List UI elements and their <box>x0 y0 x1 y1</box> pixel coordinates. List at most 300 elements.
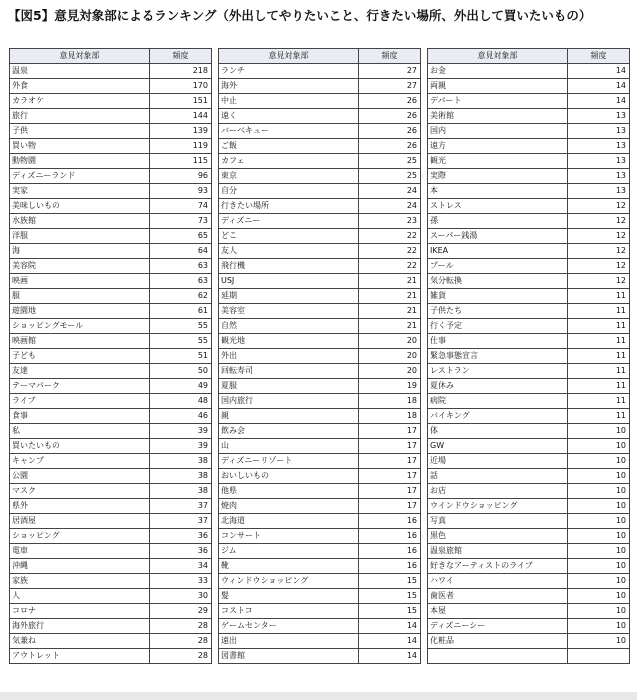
frequency-cell: 20 <box>359 364 421 379</box>
frequency-cell: 115 <box>150 154 212 169</box>
term-cell: 子供 <box>10 124 150 139</box>
table-row <box>428 244 630 259</box>
term-cell: 美味しいもの <box>10 199 150 214</box>
term-cell: 友達 <box>10 364 150 379</box>
frequency-cell: 38 <box>150 454 212 469</box>
frequency-cell: 55 <box>150 319 212 334</box>
term-cell: アウトレット <box>10 649 150 664</box>
table-row <box>428 319 630 334</box>
term-cell: ゲームセンター <box>219 619 359 634</box>
ranking-table-1 <box>9 48 212 664</box>
frequency-cell: 21 <box>359 319 421 334</box>
table-row <box>219 409 421 424</box>
table-row <box>428 289 630 304</box>
ranking-table-2 <box>218 48 421 664</box>
frequency-cell: 10 <box>568 559 630 574</box>
term-cell: 気兼ね <box>10 634 150 649</box>
term-cell: 北海道 <box>219 514 359 529</box>
ranking-table-3 <box>427 48 630 664</box>
table-row <box>428 154 630 169</box>
table-row <box>428 109 630 124</box>
frequency-cell: 19 <box>359 379 421 394</box>
table-row <box>428 214 630 229</box>
term-cell: 観光地 <box>219 334 359 349</box>
term-cell: お金 <box>428 64 568 79</box>
term-cell: 延期 <box>219 289 359 304</box>
term-cell: 遊園地 <box>10 304 150 319</box>
term-cell: コロナ <box>10 604 150 619</box>
term-cell: 観光 <box>428 154 568 169</box>
term-cell: 国内 <box>428 124 568 139</box>
frequency-cell: 96 <box>150 169 212 184</box>
table-row <box>428 649 630 664</box>
term-cell: 家族 <box>10 574 150 589</box>
frequency-cell: 24 <box>359 199 421 214</box>
frequency-cell: 21 <box>359 289 421 304</box>
table-row <box>428 619 630 634</box>
term-cell: 温泉旅館 <box>428 544 568 559</box>
term-cell: 県外 <box>10 499 150 514</box>
term-cell: 海 <box>10 244 150 259</box>
table-row <box>10 364 212 379</box>
table-row <box>428 94 630 109</box>
frequency-cell: 22 <box>359 229 421 244</box>
table-row <box>10 199 212 214</box>
term-cell: 飲み会 <box>219 424 359 439</box>
table-row <box>219 514 421 529</box>
table-row <box>219 259 421 274</box>
frequency-cell: 10 <box>568 469 630 484</box>
table-row <box>10 244 212 259</box>
term-cell: 温泉 <box>10 64 150 79</box>
term-cell: 遠方 <box>428 139 568 154</box>
frequency-cell: 14 <box>568 94 630 109</box>
frequency-cell: 14 <box>568 64 630 79</box>
table-row <box>428 514 630 529</box>
term-cell: 話 <box>428 469 568 484</box>
frequency-cell: 17 <box>359 484 421 499</box>
table-row <box>10 229 212 244</box>
term-cell: 雑貨 <box>428 289 568 304</box>
frequency-cell: 23 <box>359 214 421 229</box>
table-row <box>428 604 630 619</box>
frequency-cell: 26 <box>359 124 421 139</box>
frequency-cell: 17 <box>359 454 421 469</box>
term-cell: 私 <box>10 424 150 439</box>
term-cell: テーマパーク <box>10 379 150 394</box>
term-cell: 山 <box>219 439 359 454</box>
term-cell: お店 <box>428 484 568 499</box>
table-row <box>10 649 212 664</box>
table-row <box>219 79 421 94</box>
table-row <box>428 484 630 499</box>
table-row <box>10 544 212 559</box>
term-cell: 美容室 <box>219 304 359 319</box>
table-row <box>428 469 630 484</box>
frequency-cell: 10 <box>568 514 630 529</box>
frequency-cell: 11 <box>568 289 630 304</box>
table-row <box>219 214 421 229</box>
table-row <box>219 154 421 169</box>
term-cell: 国内旅行 <box>219 394 359 409</box>
frequency-cell: 10 <box>568 424 630 439</box>
table-row <box>10 424 212 439</box>
table-row <box>219 634 421 649</box>
table-row <box>10 394 212 409</box>
table-row <box>10 184 212 199</box>
table-row <box>10 604 212 619</box>
table-row <box>428 409 630 424</box>
table-row <box>10 349 212 364</box>
term-cell: 飛行機 <box>219 259 359 274</box>
term-cell: 靴 <box>219 559 359 574</box>
term-cell: 海外旅行 <box>10 619 150 634</box>
table-row <box>10 454 212 469</box>
frequency-cell: 29 <box>150 604 212 619</box>
table-row <box>219 169 421 184</box>
term-cell: 遠く <box>219 109 359 124</box>
frequency-cell: 17 <box>359 499 421 514</box>
term-cell: 夏休み <box>428 379 568 394</box>
table-row <box>10 139 212 154</box>
term-cell: 遠出 <box>219 634 359 649</box>
table-row <box>219 349 421 364</box>
frequency-cell: 20 <box>359 349 421 364</box>
frequency-cell: 39 <box>150 424 212 439</box>
frequency-cell: 21 <box>359 274 421 289</box>
table-row <box>428 589 630 604</box>
table-row <box>428 424 630 439</box>
table-row <box>219 229 421 244</box>
frequency-cell <box>568 649 630 664</box>
frequency-cell: 17 <box>359 424 421 439</box>
term-cell: 外出 <box>219 349 359 364</box>
frequency-cell: 15 <box>359 604 421 619</box>
table-row <box>219 559 421 574</box>
term-cell: バーベキュー <box>219 124 359 139</box>
frequency-cell: 17 <box>359 469 421 484</box>
frequency-cell: 13 <box>568 169 630 184</box>
table-row <box>428 544 630 559</box>
table-row <box>428 364 630 379</box>
term-cell: ショッピング <box>10 529 150 544</box>
term-cell: 美術館 <box>428 109 568 124</box>
table-row <box>428 349 630 364</box>
frequency-cell: 12 <box>568 244 630 259</box>
table-row <box>10 64 212 79</box>
table-row <box>10 469 212 484</box>
frequency-cell: 18 <box>359 394 421 409</box>
page-title: 【図5】意見対象部によるランキング（外出してやりたいこと、行きたい場所、外出して買いたいもの） <box>8 8 592 23</box>
frequency-cell: 16 <box>359 544 421 559</box>
table-row <box>428 184 630 199</box>
term-cell: コストコ <box>219 604 359 619</box>
term-cell: 焼肉 <box>219 499 359 514</box>
frequency-cell: 16 <box>359 559 421 574</box>
table-row <box>219 199 421 214</box>
table-row <box>428 304 630 319</box>
term-cell: 夏服 <box>219 379 359 394</box>
table-row <box>219 619 421 634</box>
frequency-cell: 16 <box>359 514 421 529</box>
frequency-cell: 48 <box>150 394 212 409</box>
frequency-cell: 10 <box>568 604 630 619</box>
header-term: 意見対象部 <box>10 49 150 64</box>
table-row <box>219 334 421 349</box>
frequency-cell: 25 <box>359 169 421 184</box>
frequency-cell: 26 <box>359 139 421 154</box>
table-row <box>10 169 212 184</box>
term-cell: ジム <box>219 544 359 559</box>
frequency-cell: 12 <box>568 229 630 244</box>
frequency-cell: 10 <box>568 589 630 604</box>
term-cell: ディズニーシー <box>428 619 568 634</box>
frequency-cell: 93 <box>150 184 212 199</box>
frequency-cell: 218 <box>150 64 212 79</box>
term-cell: 緊急事態宣言 <box>428 349 568 364</box>
frequency-cell: 119 <box>150 139 212 154</box>
term-cell: 本屋 <box>428 604 568 619</box>
term-cell: ストレス <box>428 199 568 214</box>
frequency-cell: 17 <box>359 439 421 454</box>
frequency-cell: 11 <box>568 364 630 379</box>
term-cell: 服 <box>10 289 150 304</box>
frequency-cell: 15 <box>359 574 421 589</box>
table-row <box>10 484 212 499</box>
frequency-cell: 18 <box>359 409 421 424</box>
term-cell: 近場 <box>428 454 568 469</box>
header-term: 意見対象部 <box>428 49 568 64</box>
term-cell: 髪 <box>219 589 359 604</box>
frequency-cell: 22 <box>359 259 421 274</box>
table-row <box>428 334 630 349</box>
frequency-cell: 10 <box>568 484 630 499</box>
table-row <box>428 199 630 214</box>
term-cell: 水族館 <box>10 214 150 229</box>
table-row <box>428 499 630 514</box>
frequency-cell: 13 <box>568 109 630 124</box>
table-row <box>219 274 421 289</box>
table-row <box>219 529 421 544</box>
frequency-cell: 10 <box>568 574 630 589</box>
term-cell: 海外 <box>219 79 359 94</box>
term-cell: 孫 <box>428 214 568 229</box>
frequency-cell: 20 <box>359 334 421 349</box>
table-row <box>428 139 630 154</box>
frequency-cell: 24 <box>359 184 421 199</box>
table-row <box>10 589 212 604</box>
table-row <box>10 274 212 289</box>
frequency-cell: 33 <box>150 574 212 589</box>
term-cell: コンサート <box>219 529 359 544</box>
term-cell: 本 <box>428 184 568 199</box>
frequency-cell: 36 <box>150 544 212 559</box>
table-row <box>10 499 212 514</box>
frequency-cell: 14 <box>359 634 421 649</box>
term-cell: 体 <box>428 424 568 439</box>
frequency-cell: 13 <box>568 124 630 139</box>
table-row <box>219 379 421 394</box>
term-cell: 他県 <box>219 484 359 499</box>
table-row <box>10 634 212 649</box>
frequency-cell: 74 <box>150 199 212 214</box>
term-cell: プール <box>428 259 568 274</box>
frequency-cell: 27 <box>359 64 421 79</box>
table-row <box>219 439 421 454</box>
frequency-cell: 38 <box>150 469 212 484</box>
table-row <box>219 94 421 109</box>
table-row <box>10 109 212 124</box>
term-cell: 行きたい場所 <box>219 199 359 214</box>
frequency-cell: 28 <box>150 634 212 649</box>
frequency-cell: 49 <box>150 379 212 394</box>
table-row <box>219 124 421 139</box>
frequency-cell: 11 <box>568 304 630 319</box>
frequency-cell: 14 <box>359 649 421 664</box>
term-cell <box>428 649 568 664</box>
term-cell: 実家 <box>10 184 150 199</box>
term-cell: 実際 <box>428 169 568 184</box>
bottom-strip <box>0 692 637 700</box>
table-row <box>10 334 212 349</box>
table-row <box>428 439 630 454</box>
term-cell: キャンプ <box>10 454 150 469</box>
table-row <box>219 364 421 379</box>
term-cell: 電車 <box>10 544 150 559</box>
term-cell: 外食 <box>10 79 150 94</box>
table-row <box>219 589 421 604</box>
table-row <box>428 574 630 589</box>
frequency-cell: 63 <box>150 274 212 289</box>
term-cell: GW <box>428 439 568 454</box>
frequency-cell: 12 <box>568 259 630 274</box>
term-cell: 中止 <box>219 94 359 109</box>
term-cell: 親 <box>219 409 359 424</box>
term-cell: 化粧品 <box>428 634 568 649</box>
term-cell: 東京 <box>219 169 359 184</box>
table-row <box>10 619 212 634</box>
frequency-cell: 10 <box>568 544 630 559</box>
table-row <box>428 559 630 574</box>
term-cell: ディズニーランド <box>10 169 150 184</box>
term-cell: 仕事 <box>428 334 568 349</box>
frequency-cell: 51 <box>150 349 212 364</box>
term-cell: USJ <box>219 274 359 289</box>
frequency-cell: 12 <box>568 274 630 289</box>
term-cell: ウインドウショッピング <box>428 499 568 514</box>
table-row <box>428 274 630 289</box>
table-row <box>219 244 421 259</box>
term-cell: 好きなアーティストのライブ <box>428 559 568 574</box>
table-row <box>10 319 212 334</box>
frequency-cell: 37 <box>150 499 212 514</box>
header-frequency: 頻度 <box>359 49 421 64</box>
frequency-cell: 63 <box>150 259 212 274</box>
term-cell: 写真 <box>428 514 568 529</box>
term-cell: 食事 <box>10 409 150 424</box>
term-cell: ウィンドウショッピング <box>219 574 359 589</box>
table-row <box>219 139 421 154</box>
frequency-cell: 25 <box>359 154 421 169</box>
term-cell: ランチ <box>219 64 359 79</box>
table-row <box>10 559 212 574</box>
frequency-cell: 11 <box>568 334 630 349</box>
frequency-cell: 10 <box>568 529 630 544</box>
term-cell: 子供たち <box>428 304 568 319</box>
table-row <box>10 529 212 544</box>
term-cell: 動物園 <box>10 154 150 169</box>
table-row <box>219 544 421 559</box>
frequency-cell: 11 <box>568 379 630 394</box>
table-row <box>10 154 212 169</box>
frequency-cell: 62 <box>150 289 212 304</box>
term-cell: 旅行 <box>10 109 150 124</box>
table-row <box>219 499 421 514</box>
frequency-cell: 11 <box>568 319 630 334</box>
term-cell: 図書館 <box>219 649 359 664</box>
term-cell: 病院 <box>428 394 568 409</box>
term-cell: IKEA <box>428 244 568 259</box>
frequency-cell: 10 <box>568 619 630 634</box>
table-row <box>219 289 421 304</box>
frequency-cell: 139 <box>150 124 212 139</box>
term-cell: カフェ <box>219 154 359 169</box>
term-cell: ディズニーリゾート <box>219 454 359 469</box>
frequency-cell: 10 <box>568 439 630 454</box>
header-frequency: 頻度 <box>150 49 212 64</box>
frequency-cell: 144 <box>150 109 212 124</box>
table-row <box>10 409 212 424</box>
frequency-cell: 65 <box>150 229 212 244</box>
table-row <box>219 649 421 664</box>
term-cell: 自分 <box>219 184 359 199</box>
term-cell: ハワイ <box>428 574 568 589</box>
header-frequency: 頻度 <box>568 49 630 64</box>
term-cell: レストラン <box>428 364 568 379</box>
table-row <box>219 469 421 484</box>
term-cell: 居酒屋 <box>10 514 150 529</box>
term-cell: ライブ <box>10 394 150 409</box>
table-row <box>428 229 630 244</box>
term-cell: おいしいもの <box>219 469 359 484</box>
table-row <box>428 259 630 274</box>
frequency-cell: 12 <box>568 199 630 214</box>
table-row <box>219 574 421 589</box>
frequency-cell: 13 <box>568 154 630 169</box>
table-row <box>428 379 630 394</box>
term-cell: 沖縄 <box>10 559 150 574</box>
table-row <box>10 574 212 589</box>
term-cell: 映画館 <box>10 334 150 349</box>
table-row <box>219 109 421 124</box>
frequency-cell: 151 <box>150 94 212 109</box>
table-row <box>10 514 212 529</box>
table-row <box>219 604 421 619</box>
table-row <box>428 64 630 79</box>
frequency-cell: 30 <box>150 589 212 604</box>
term-cell: 人 <box>10 589 150 604</box>
table-row <box>219 394 421 409</box>
frequency-cell: 10 <box>568 499 630 514</box>
frequency-cell: 64 <box>150 244 212 259</box>
term-cell: バイキング <box>428 409 568 424</box>
term-cell: 自然 <box>219 319 359 334</box>
term-cell: 行く予定 <box>428 319 568 334</box>
frequency-cell: 36 <box>150 529 212 544</box>
frequency-cell: 13 <box>568 139 630 154</box>
table-row <box>428 634 630 649</box>
term-cell: 買い物 <box>10 139 150 154</box>
